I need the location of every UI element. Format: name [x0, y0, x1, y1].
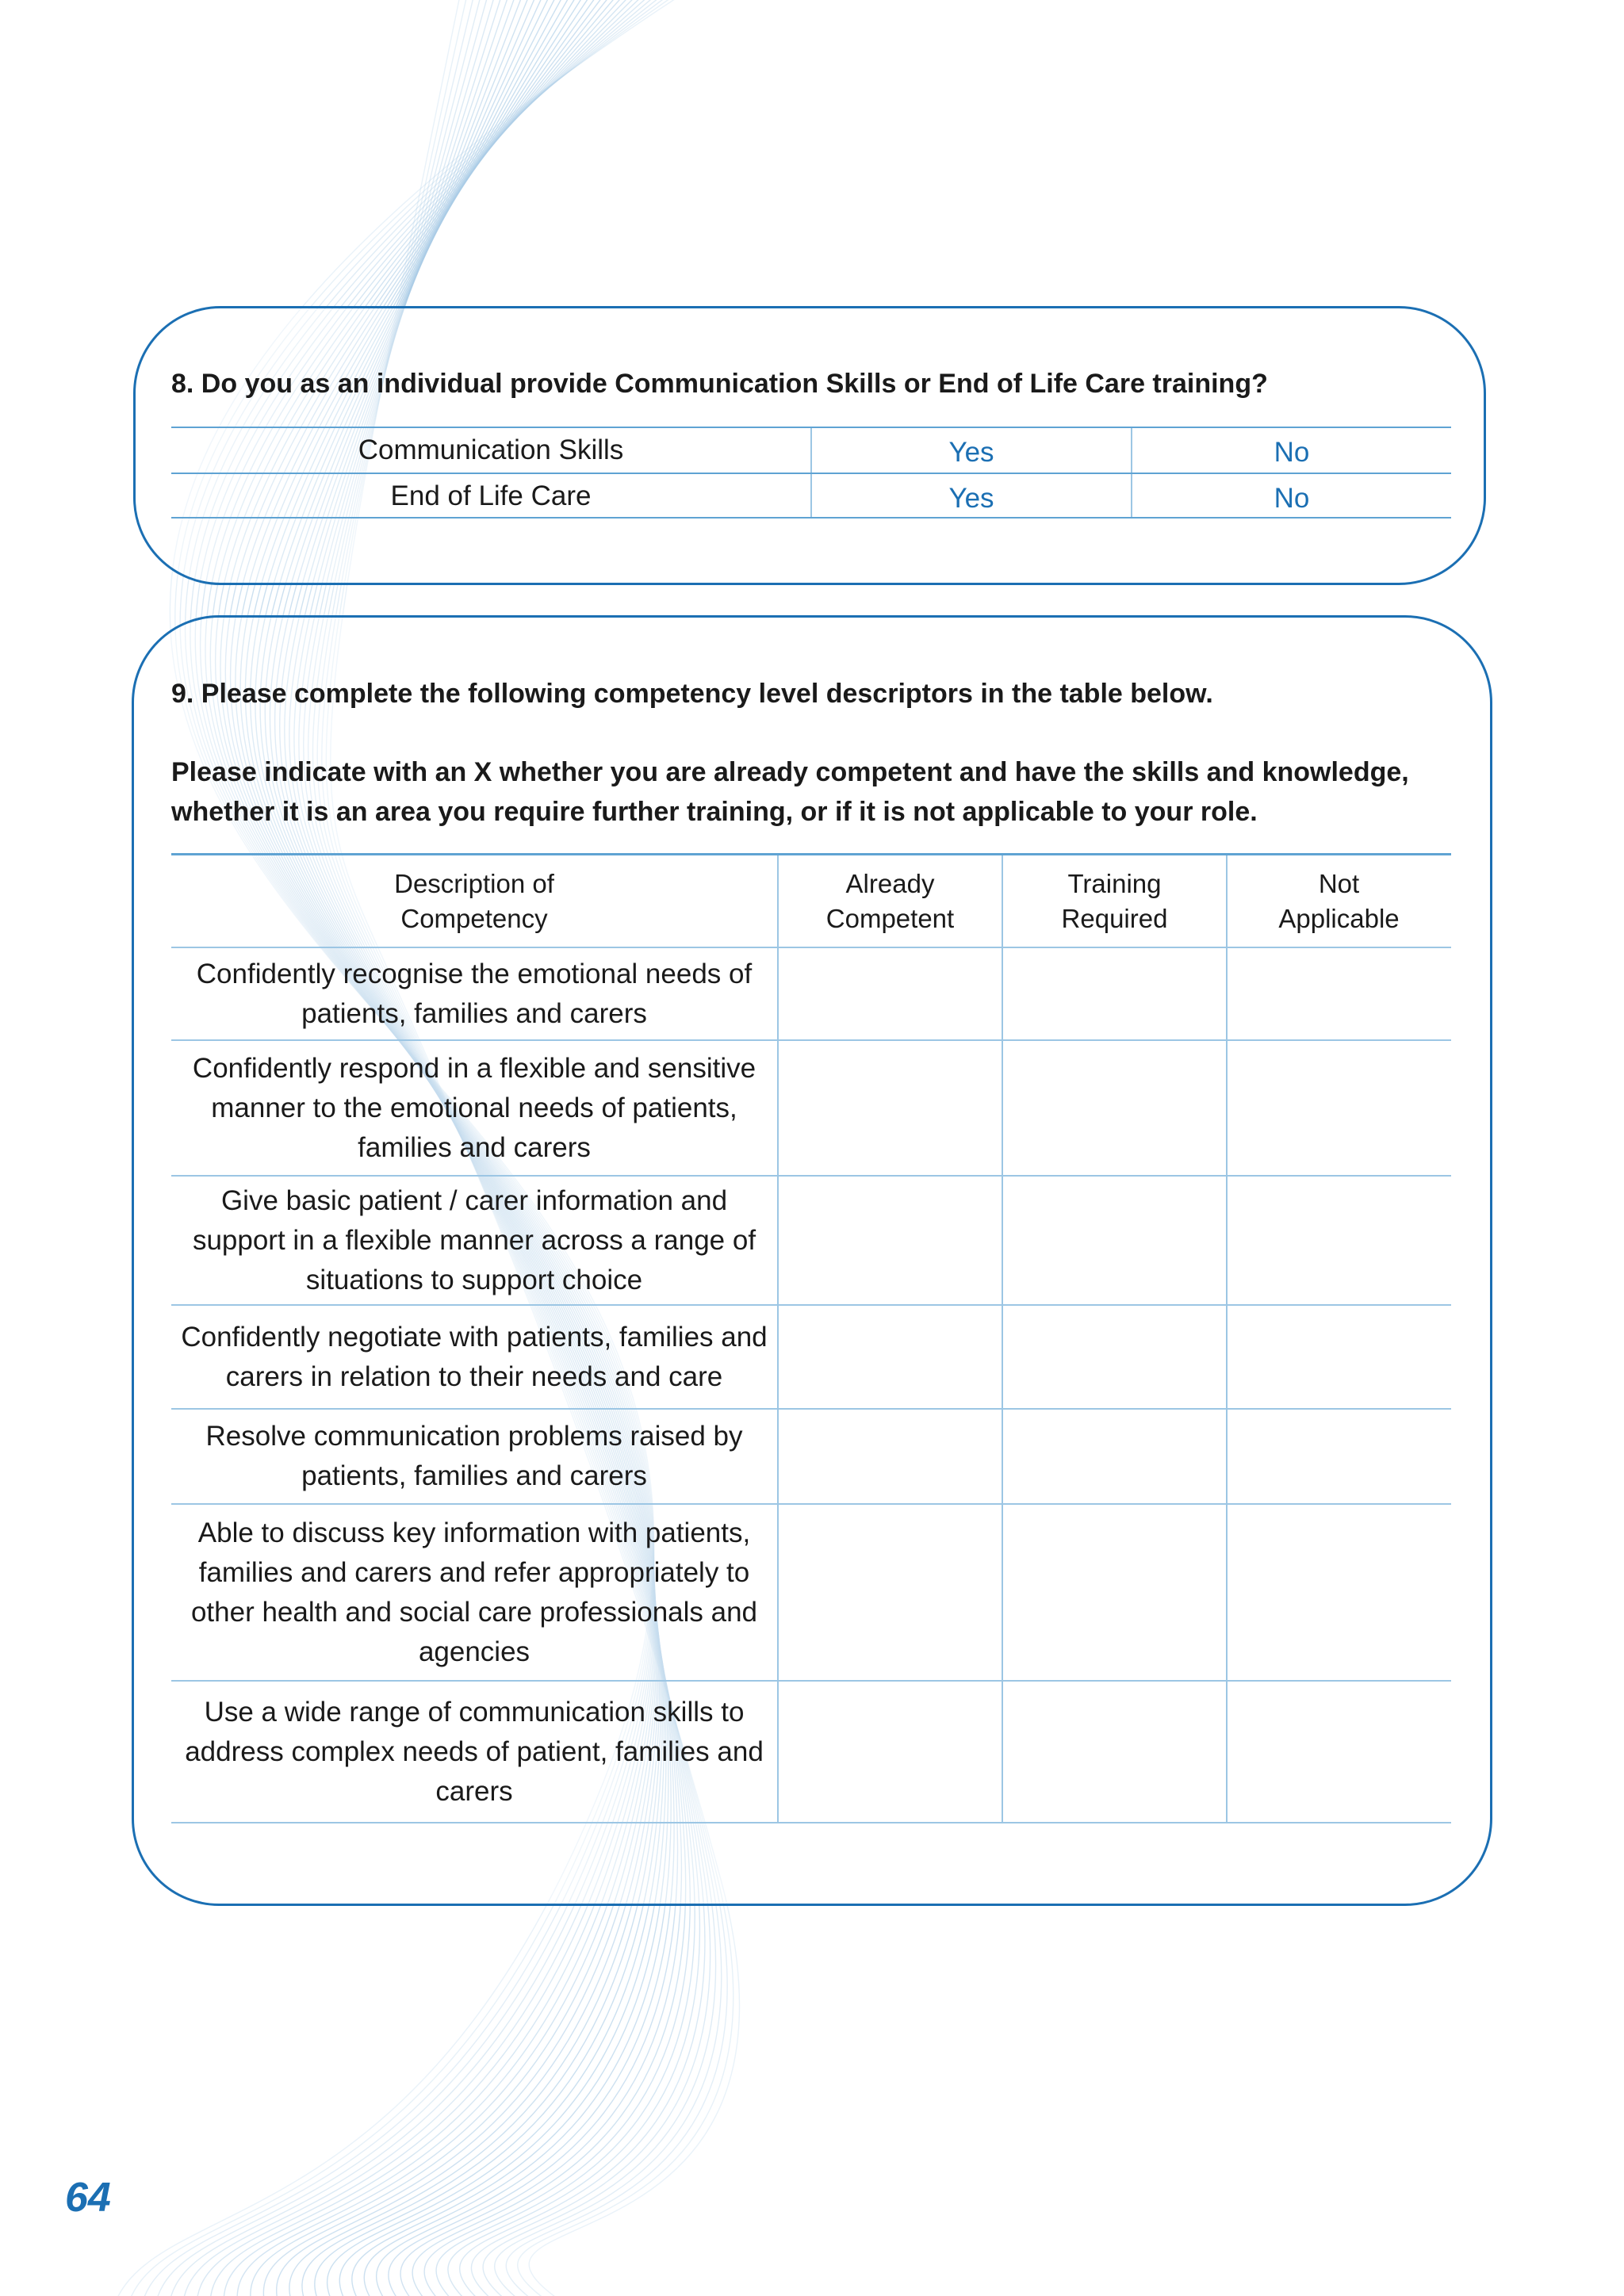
not-applicable-cell[interactable] [1226, 1410, 1450, 1503]
training-required-cell[interactable] [1002, 948, 1226, 1039]
competency-description: Resolve communication problems raised by patients, families and carers [205, 1421, 743, 1491]
q8-row-label: Communication Skills [358, 434, 624, 465]
q8-no-option[interactable]: No [1131, 474, 1451, 517]
q8-row-label: End of Life Care [390, 480, 592, 511]
not-applicable-cell[interactable] [1226, 948, 1450, 1039]
header-description: Description of Competency [394, 868, 554, 933]
already-competent-cell[interactable] [777, 1505, 1002, 1680]
table-row [171, 1682, 1451, 1823]
not-applicable-cell[interactable] [1226, 1177, 1450, 1304]
q8-row-communication-skills [171, 427, 1451, 473]
not-applicable-cell[interactable] [1226, 1505, 1450, 1680]
competency-table-header [171, 853, 1451, 948]
training-required-cell[interactable] [1002, 1505, 1226, 1680]
training-required-cell[interactable] [1002, 1306, 1226, 1408]
table-row [171, 1505, 1451, 1682]
q8-no-option[interactable]: No [1131, 428, 1451, 473]
q8-yes-option[interactable]: Yes [810, 474, 1131, 517]
already-competent-cell[interactable] [777, 1682, 1002, 1822]
not-applicable-cell[interactable] [1226, 1306, 1450, 1408]
competency-description: Confidently recognise the emotional needs of patients, families and carers [196, 958, 753, 1029]
header-not-applicable: Not Applicable [1226, 855, 1450, 947]
question-8-table [171, 427, 1451, 519]
already-competent-cell[interactable] [777, 1177, 1002, 1304]
competency-description: Confidently respond in a flexible and sensitive manner to the emotional needs of patients, families and carers [192, 1052, 756, 1163]
training-required-cell[interactable] [1002, 1410, 1226, 1503]
header-training-required: Training Required [1002, 855, 1226, 947]
training-required-cell[interactable] [1002, 1682, 1226, 1822]
table-row [171, 1041, 1451, 1177]
training-required-cell[interactable] [1002, 1177, 1226, 1304]
already-competent-cell[interactable] [777, 1041, 1002, 1175]
competency-description: Use a wide range of communication skills to address complex needs of patient, families and carers [185, 1696, 764, 1807]
page-number: 64 [65, 2175, 111, 2221]
question-9-instructions: Please indicate with an X whether you are already competent and have the skills and knowledge, whether it is an area you require further training, or if it is not applicable to your role. [171, 757, 1409, 827]
q8-yes-option[interactable]: Yes [810, 428, 1131, 473]
competency-description: Give basic patient / carer information and support in a flexible manner across a range of situations to support choice [192, 1184, 756, 1295]
not-applicable-cell[interactable] [1226, 1682, 1450, 1822]
competency-table [171, 853, 1451, 1823]
header-already-competent: Already Competent [777, 855, 1002, 947]
competency-description: Confidently negotiate with patients, families and carers in relation to their needs and care [181, 1321, 768, 1392]
already-competent-cell[interactable] [777, 948, 1002, 1039]
already-competent-cell[interactable] [777, 1306, 1002, 1408]
table-row [171, 1306, 1451, 1410]
training-required-cell[interactable] [1002, 1041, 1226, 1175]
table-row [171, 948, 1451, 1041]
table-row [171, 1410, 1451, 1505]
q8-row-end-of-life-care [171, 473, 1451, 519]
table-row [171, 1177, 1451, 1306]
question-8-text: 8. Do you as an individual provide Communication Skills or End of Life Care training? [171, 369, 1268, 399]
not-applicable-cell[interactable] [1226, 1041, 1450, 1175]
competency-description: Able to discuss key information with patients, families and carers and refer appropriately to other health and social care professionals and agencies [190, 1517, 758, 1667]
question-9-text: 9. Please complete the following competency level descriptors in the table below. [171, 679, 1213, 709]
already-competent-cell[interactable] [777, 1410, 1002, 1503]
